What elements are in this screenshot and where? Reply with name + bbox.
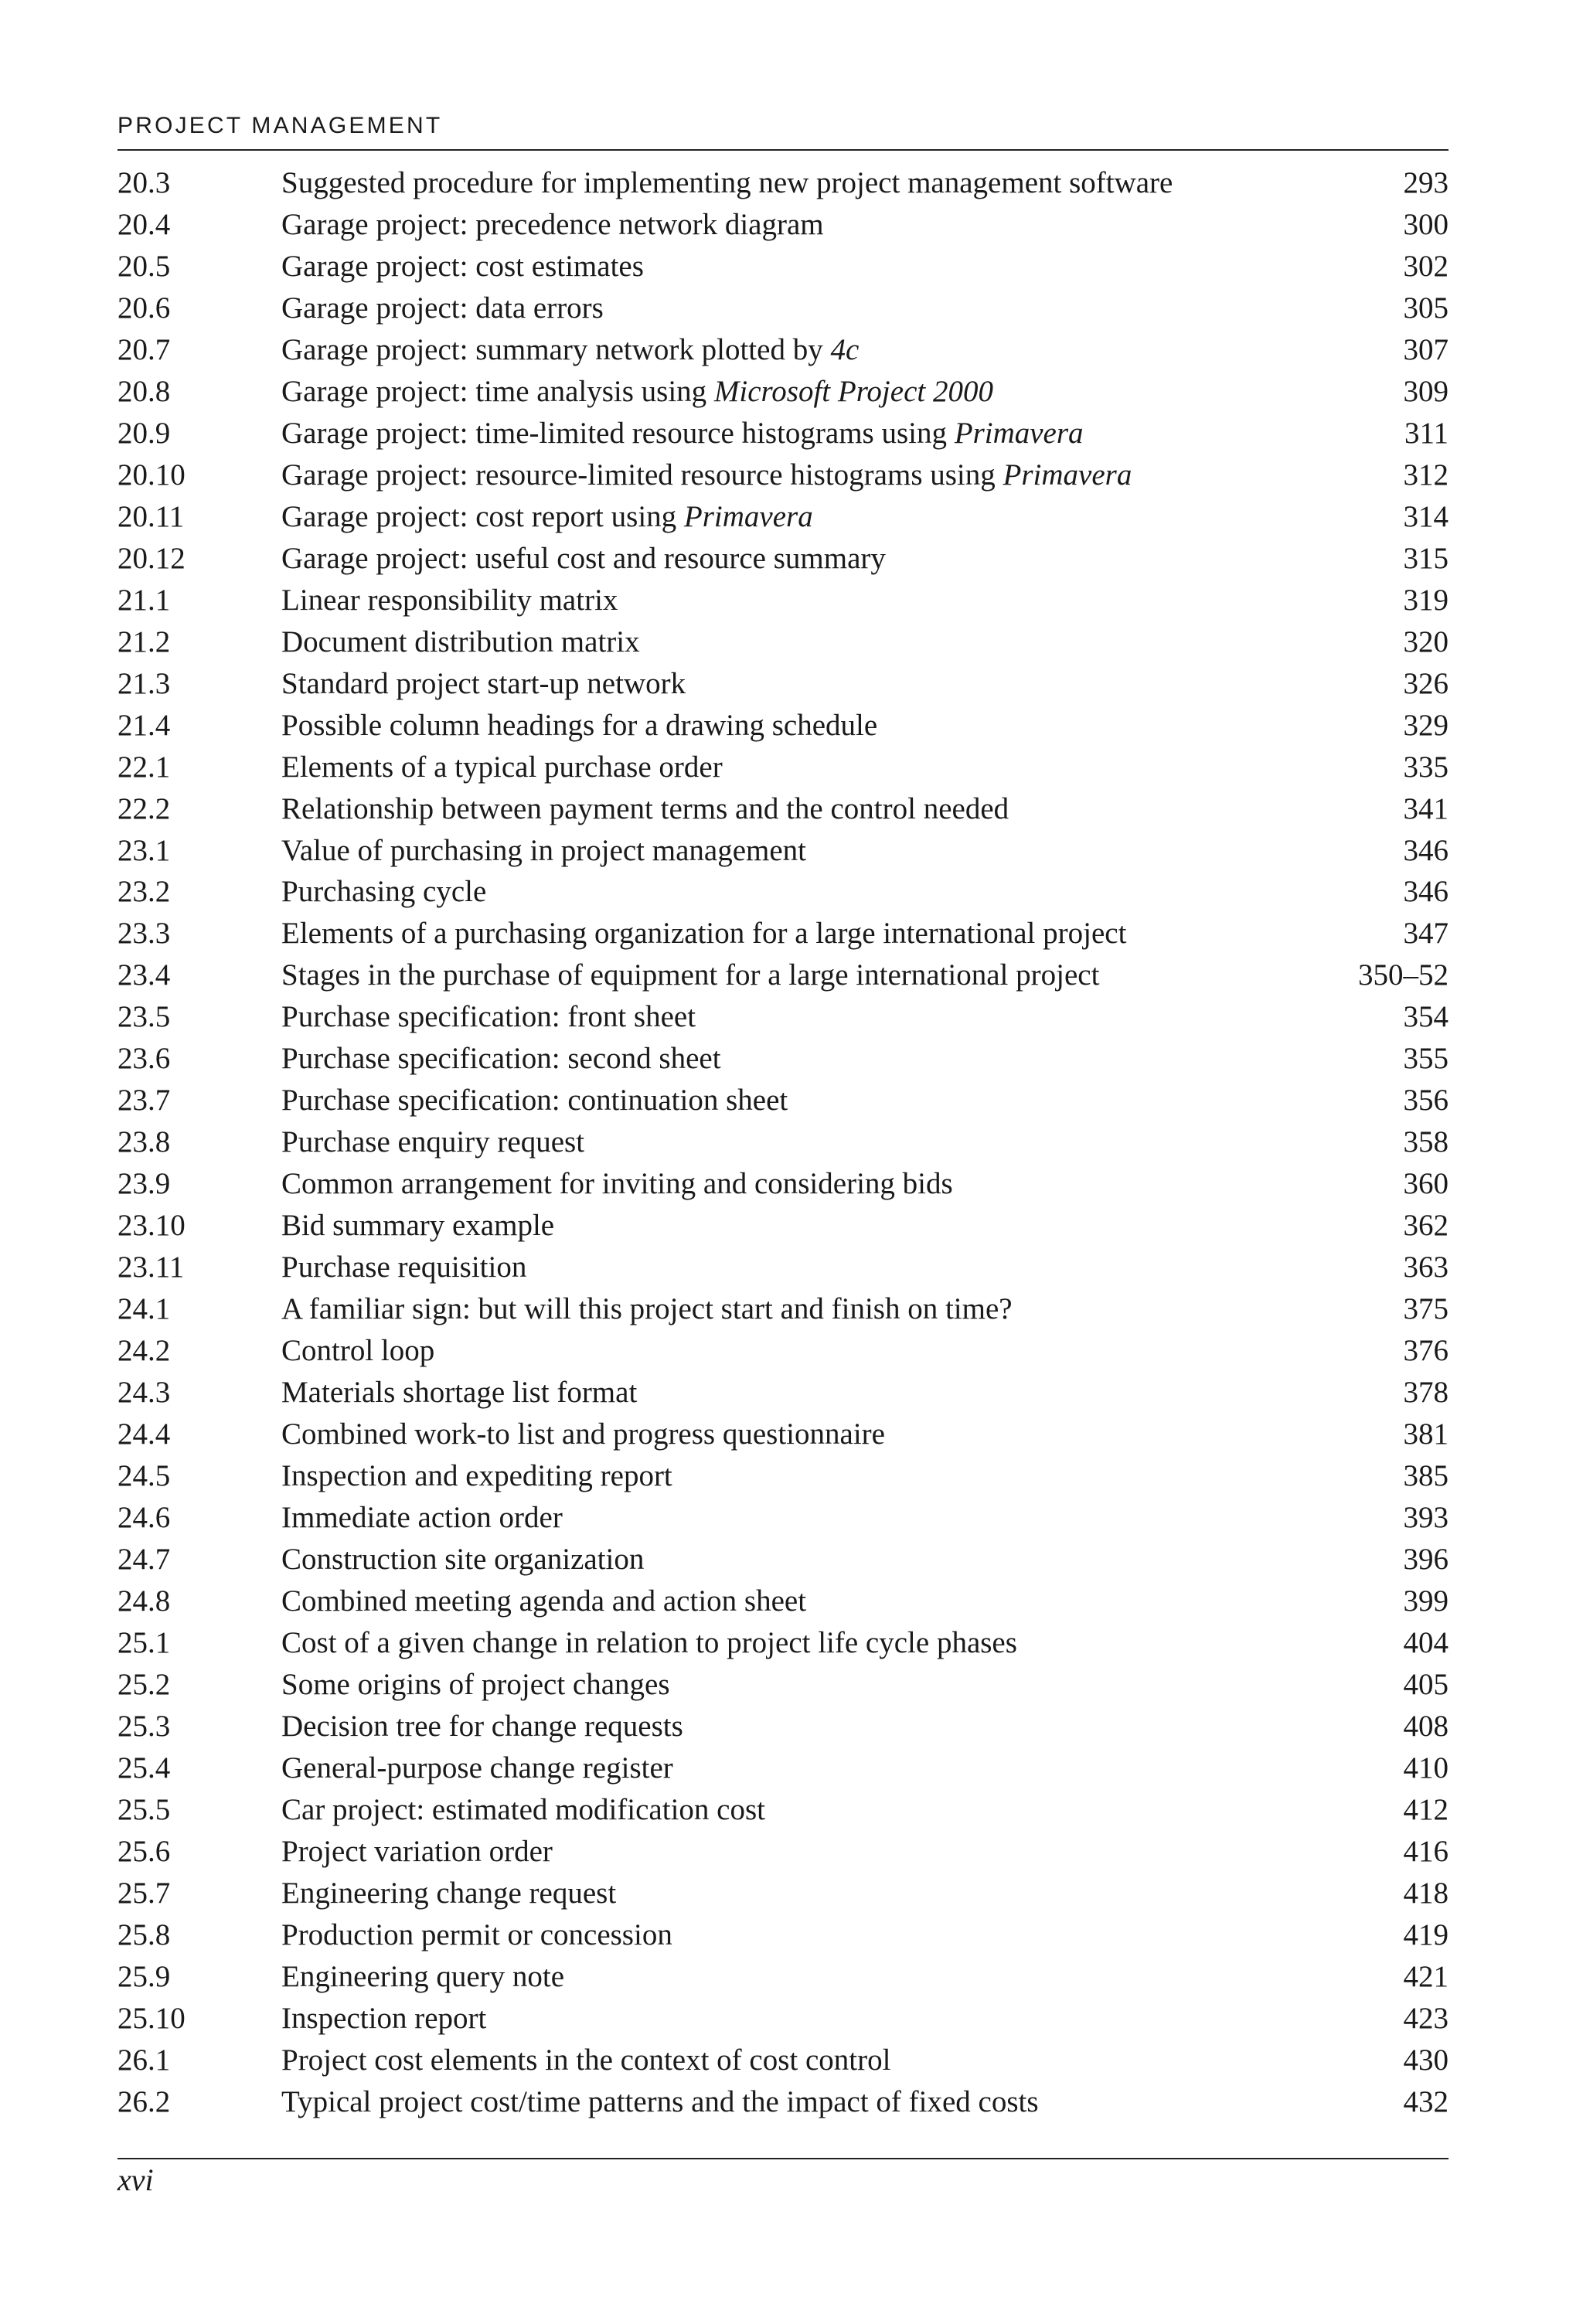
- figure-number: 23.4: [117, 958, 171, 992]
- page-number: 355: [1403, 1042, 1449, 1076]
- figure-caption-text: Combined work-to list and progress questionnaire: [281, 1417, 885, 1451]
- page-number: 385: [1403, 1459, 1449, 1493]
- figure-caption-text: Garage project: data errors: [281, 291, 604, 325]
- page-number: 320: [1403, 624, 1449, 658]
- list-item: [117, 1333, 1449, 1375]
- figure-caption-text: Inspection report: [281, 2001, 487, 2035]
- figure-number: 24.7: [117, 1542, 171, 1576]
- page-number: 346: [1403, 875, 1449, 909]
- figure-caption: [281, 958, 1099, 992]
- figure-caption-text: Purchase specification: front sheet: [281, 1000, 696, 1034]
- figure-caption-italic: Primavera: [1003, 458, 1132, 492]
- figure-caption-text: Garage project: useful cost and resource summary: [281, 541, 886, 575]
- list-item: [117, 2043, 1449, 2084]
- figure-number: 25.5: [117, 1792, 171, 1826]
- figure-caption-text: Construction site organization: [281, 1542, 645, 1576]
- list-item: [117, 1291, 1449, 1333]
- figure-caption: [281, 1417, 885, 1451]
- page-number: 410: [1403, 1751, 1449, 1785]
- page-number: 360: [1403, 1167, 1449, 1201]
- list-of-figures: [117, 165, 1449, 2126]
- figure-caption-text: Control loop: [281, 1334, 435, 1368]
- figure-caption: [281, 1542, 644, 1577]
- list-item: [117, 874, 1449, 916]
- figure-number: 23.2: [117, 875, 171, 909]
- figure-caption-text: Document distribution matrix: [281, 624, 640, 658]
- page-number: 346: [1403, 833, 1449, 867]
- list-item: [117, 207, 1449, 249]
- figure-caption: [281, 458, 1132, 492]
- header-rule: [117, 149, 1449, 151]
- figure-caption: [281, 2001, 486, 2036]
- figure-caption: [281, 1041, 721, 1076]
- figure-number: 21.1: [117, 583, 171, 617]
- page-number: 358: [1403, 1125, 1449, 1159]
- figure-caption: [281, 1917, 672, 1952]
- figure-caption-text: Garage project: cost estimates: [281, 249, 644, 283]
- figure-caption-text: Some origins of project changes: [281, 1667, 670, 1701]
- figure-caption-text: Common arrangement for inviting and considering bids: [281, 1167, 953, 1201]
- figure-caption-italic: Primavera: [954, 416, 1084, 450]
- page-number: 302: [1403, 249, 1449, 283]
- page-number: 375: [1403, 1292, 1449, 1326]
- list-item: [117, 833, 1449, 875]
- page-number: 418: [1403, 1876, 1449, 1910]
- figure-number: 26.2: [117, 2084, 171, 2118]
- book-page: [117, 0, 1449, 2324]
- list-item: [117, 1917, 1449, 1959]
- figure-caption: [281, 1751, 673, 1785]
- list-item: [117, 1208, 1449, 1250]
- figure-caption-text: Car project: estimated modification cost: [281, 1792, 765, 1826]
- list-item: [117, 1751, 1449, 1792]
- page-number: 362: [1403, 1209, 1449, 1243]
- figure-number: 24.8: [117, 1584, 171, 1618]
- figure-caption: [281, 1959, 564, 1994]
- page-number: 314: [1403, 499, 1449, 533]
- figure-number: 24.5: [117, 1459, 171, 1493]
- figure-number: 23.6: [117, 1042, 171, 1076]
- figure-number: 23.3: [117, 917, 171, 951]
- list-item: [117, 541, 1449, 583]
- figure-caption-text: Garage project: time-limited resource histograms using: [281, 416, 955, 450]
- list-item: [117, 791, 1449, 833]
- page-number: 329: [1403, 708, 1449, 742]
- list-item: [117, 2001, 1449, 2043]
- page-number: 432: [1403, 2084, 1449, 2118]
- figure-number: 24.2: [117, 1334, 171, 1368]
- figure-caption: [281, 499, 813, 534]
- page-number: 311: [1404, 416, 1449, 450]
- figure-caption-text: Typical project cost/time patterns and the impact of fixed costs: [281, 2084, 1039, 2118]
- figure-caption: [281, 374, 993, 409]
- figure-caption: [281, 750, 723, 784]
- figure-caption: [281, 1125, 584, 1159]
- figure-number: 20.3: [117, 166, 171, 199]
- list-item: [117, 999, 1449, 1041]
- list-item: [117, 583, 1449, 624]
- figure-caption-text: Suggested procedure for implementing new project management software: [281, 166, 1173, 199]
- figure-caption-text: Materials shortage list format: [281, 1376, 638, 1410]
- list-item: [117, 750, 1449, 791]
- figure-number: 21.3: [117, 666, 171, 700]
- list-item: [117, 1417, 1449, 1458]
- page-number: 347: [1403, 917, 1449, 951]
- figure-caption-text: Garage project: precedence network diagram: [281, 207, 824, 241]
- list-item: [117, 708, 1449, 750]
- figure-caption: [281, 2084, 1039, 2119]
- figure-caption: [281, 874, 486, 909]
- list-item: [117, 1709, 1449, 1751]
- figure-caption-text: Relationship between payment terms and the control needed: [281, 791, 1009, 825]
- figure-caption: [281, 1876, 616, 1911]
- figure-number: 24.1: [117, 1292, 171, 1326]
- figure-number: 20.5: [117, 249, 171, 283]
- figure-caption: [281, 999, 696, 1034]
- figure-caption: [281, 1083, 788, 1118]
- page-number: 354: [1403, 1000, 1449, 1034]
- figure-caption-text: Possible column headings for a drawing schedule: [281, 708, 878, 742]
- figure-caption-text: Value of purchasing in project management: [281, 833, 807, 867]
- figure-number: 25.8: [117, 1917, 171, 1951]
- figure-number: 23.7: [117, 1084, 171, 1118]
- list-item: [117, 624, 1449, 666]
- page-number: 335: [1403, 750, 1449, 784]
- page-number: 408: [1403, 1709, 1449, 1743]
- figure-caption: [281, 1709, 683, 1744]
- page-number: 312: [1403, 458, 1449, 492]
- figure-number: 23.10: [117, 1209, 186, 1243]
- page-number: 305: [1403, 291, 1449, 325]
- list-item: [117, 916, 1449, 958]
- figure-caption: [281, 1834, 553, 1869]
- figure-number: 20.8: [117, 374, 171, 408]
- figure-caption: [281, 2043, 890, 2077]
- page-number: 378: [1403, 1376, 1449, 1410]
- figure-caption-text: Inspection and expediting report: [281, 1459, 672, 1493]
- figure-number: 24.3: [117, 1376, 171, 1410]
- page-number: 405: [1403, 1667, 1449, 1701]
- list-item: [117, 1250, 1449, 1291]
- page-number: 404: [1403, 1625, 1449, 1659]
- page-number: 421: [1403, 1959, 1449, 1993]
- figure-caption: [281, 583, 618, 618]
- page-number: 399: [1403, 1584, 1449, 1618]
- page-number: 293: [1403, 166, 1449, 199]
- figure-number: 24.4: [117, 1417, 171, 1451]
- list-item: [117, 1876, 1449, 1917]
- figure-caption-text: A familiar sign: but will this project start and finish on time?: [281, 1292, 1013, 1326]
- figure-number: 23.11: [117, 1250, 185, 1284]
- figure-caption-text: Standard project start-up network: [281, 666, 686, 700]
- page-number: 307: [1403, 332, 1449, 366]
- list-item: [117, 1542, 1449, 1584]
- figure-caption: [281, 249, 644, 284]
- page-number: 412: [1403, 1792, 1449, 1826]
- figure-caption-italic: Primavera: [683, 499, 813, 533]
- figure-caption-italic: 4c: [830, 332, 860, 366]
- figure-caption: [281, 332, 859, 367]
- figure-caption-text: Elements of a typical purchase order: [281, 750, 723, 784]
- figure-number: 23.9: [117, 1167, 171, 1201]
- page-number: 423: [1403, 2001, 1449, 2035]
- figure-number: 25.7: [117, 1876, 171, 1910]
- figure-caption: [281, 791, 1009, 826]
- figure-number: 23.1: [117, 833, 171, 867]
- footer-rule: [117, 2158, 1449, 2159]
- figure-caption: [281, 1333, 434, 1368]
- figure-number: 20.6: [117, 291, 171, 325]
- figure-caption-text: Cost of a given change in relation to project life cycle phases: [281, 1625, 1017, 1659]
- figure-caption: [281, 207, 824, 242]
- figure-caption: [281, 1458, 672, 1493]
- list-item: [117, 458, 1449, 499]
- figure-caption-text: Garage project: cost report using: [281, 499, 684, 533]
- figure-caption-italic: Microsoft Project 2000: [713, 374, 993, 408]
- list-item: [117, 1584, 1449, 1625]
- figure-caption: [281, 1584, 806, 1618]
- page-number: 393: [1403, 1501, 1449, 1534]
- figure-caption: [281, 165, 1173, 200]
- list-item: [117, 374, 1449, 416]
- figure-number: 21.2: [117, 624, 171, 658]
- page-number: 363: [1403, 1250, 1449, 1284]
- list-item: [117, 1959, 1449, 2001]
- figure-caption-text: Immediate action order: [281, 1501, 563, 1534]
- figure-caption: [281, 1250, 526, 1284]
- list-item: [117, 1166, 1449, 1208]
- figure-number: 22.2: [117, 791, 171, 825]
- running-head: PROJECT MANAGEMENT: [117, 113, 443, 138]
- figure-number: 26.1: [117, 2043, 171, 2077]
- page-number: 319: [1403, 583, 1449, 617]
- figure-caption: [281, 416, 1084, 451]
- figure-caption: [281, 916, 1126, 951]
- figure-caption: [281, 1792, 765, 1827]
- page-number: 300: [1403, 207, 1449, 241]
- figure-caption-text: Purchase specification: continuation sheet: [281, 1084, 788, 1118]
- figure-caption: [281, 833, 806, 868]
- list-item: [117, 1083, 1449, 1125]
- figure-caption-text: Purchase requisition: [281, 1250, 527, 1284]
- figure-caption-text: Garage project: summary network plotted by: [281, 332, 831, 366]
- list-item: [117, 1125, 1449, 1166]
- figure-caption: [281, 1667, 670, 1702]
- figure-caption-text: Purchasing cycle: [281, 875, 487, 909]
- list-item: [117, 1792, 1449, 1834]
- list-item: [117, 1667, 1449, 1709]
- figure-caption-text: Decision tree for change requests: [281, 1709, 683, 1743]
- figure-caption-text: Stages in the purchase of equipment for a large international project: [281, 958, 1100, 992]
- figure-caption: [281, 708, 877, 743]
- list-item: [117, 1500, 1449, 1542]
- figure-number: 25.6: [117, 1834, 171, 1868]
- page-number: 341: [1403, 791, 1449, 825]
- figure-number: 23.5: [117, 1000, 171, 1034]
- figure-caption-text: Combined meeting agenda and action sheet: [281, 1584, 807, 1618]
- figure-number: 23.8: [117, 1125, 171, 1159]
- figure-number: 20.4: [117, 207, 171, 241]
- page-number: 419: [1403, 1917, 1449, 1951]
- list-item: [117, 1625, 1449, 1667]
- page-number: 356: [1403, 1084, 1449, 1118]
- figure-number: 25.10: [117, 2001, 186, 2035]
- page-number: 309: [1403, 374, 1449, 408]
- list-item: [117, 291, 1449, 332]
- figure-number: 21.4: [117, 708, 171, 742]
- page-number: 376: [1403, 1334, 1449, 1368]
- figure-number: 20.11: [117, 499, 185, 533]
- figure-number: 20.9: [117, 416, 171, 450]
- figure-caption: [281, 1375, 637, 1410]
- figure-caption-text: Engineering change request: [281, 1876, 617, 1910]
- figure-caption-text: Project variation order: [281, 1834, 553, 1868]
- figure-number: 20.12: [117, 541, 186, 575]
- figure-number: 20.7: [117, 332, 171, 366]
- list-item: [117, 1375, 1449, 1417]
- figure-caption: [281, 541, 886, 576]
- page-number: 315: [1403, 541, 1449, 575]
- list-item: [117, 499, 1449, 541]
- list-item: [117, 249, 1449, 291]
- figure-caption-text: General-purpose change register: [281, 1751, 673, 1785]
- list-item: [117, 2084, 1449, 2126]
- figure-number: 25.3: [117, 1709, 171, 1743]
- list-item: [117, 1041, 1449, 1083]
- list-item: [117, 416, 1449, 458]
- figure-caption: [281, 291, 604, 325]
- figure-caption-text: Garage project: resource-limited resource histograms using: [281, 458, 1003, 492]
- list-item: [117, 332, 1449, 374]
- figure-caption-text: Bid summary example: [281, 1209, 555, 1243]
- figure-caption: [281, 624, 640, 659]
- figure-caption-text: Linear responsibility matrix: [281, 583, 618, 617]
- page-number: 430: [1403, 2043, 1449, 2077]
- figure-caption-text: Production permit or concession: [281, 1917, 672, 1951]
- figure-caption: [281, 1208, 554, 1243]
- page-folio: xvi: [117, 2162, 154, 2197]
- figure-caption-text: Project cost elements in the context of cost control: [281, 2043, 891, 2077]
- figure-caption: [281, 666, 686, 701]
- figure-number: 24.6: [117, 1501, 171, 1534]
- figure-caption-text: Purchase specification: second sheet: [281, 1042, 721, 1076]
- figure-number: 20.10: [117, 458, 186, 492]
- page-number: 381: [1403, 1417, 1449, 1451]
- figure-caption-text: Engineering query note: [281, 1959, 565, 1993]
- figure-caption: [281, 1625, 1017, 1660]
- figure-caption-text: Purchase enquiry request: [281, 1125, 585, 1159]
- list-item: [117, 165, 1449, 207]
- list-item: [117, 1834, 1449, 1876]
- figure-number: 25.2: [117, 1667, 171, 1701]
- list-item: [117, 958, 1449, 999]
- figure-number: 25.1: [117, 1625, 171, 1659]
- page-number: 326: [1403, 666, 1449, 700]
- list-item: [117, 1458, 1449, 1500]
- figure-caption: [281, 1500, 563, 1535]
- figure-number: 25.4: [117, 1751, 171, 1785]
- page-number: 416: [1403, 1834, 1449, 1868]
- figure-caption: [281, 1291, 1013, 1326]
- figure-caption-text: Garage project: time analysis using: [281, 374, 714, 408]
- list-item: [117, 666, 1449, 708]
- figure-number: 25.9: [117, 1959, 171, 1993]
- figure-caption-text: Elements of a purchasing organization for a large international project: [281, 917, 1127, 951]
- figure-caption: [281, 1166, 953, 1201]
- figure-number: 22.1: [117, 750, 171, 784]
- page-number: 350–52: [1358, 958, 1449, 992]
- page-number: 396: [1403, 1542, 1449, 1576]
